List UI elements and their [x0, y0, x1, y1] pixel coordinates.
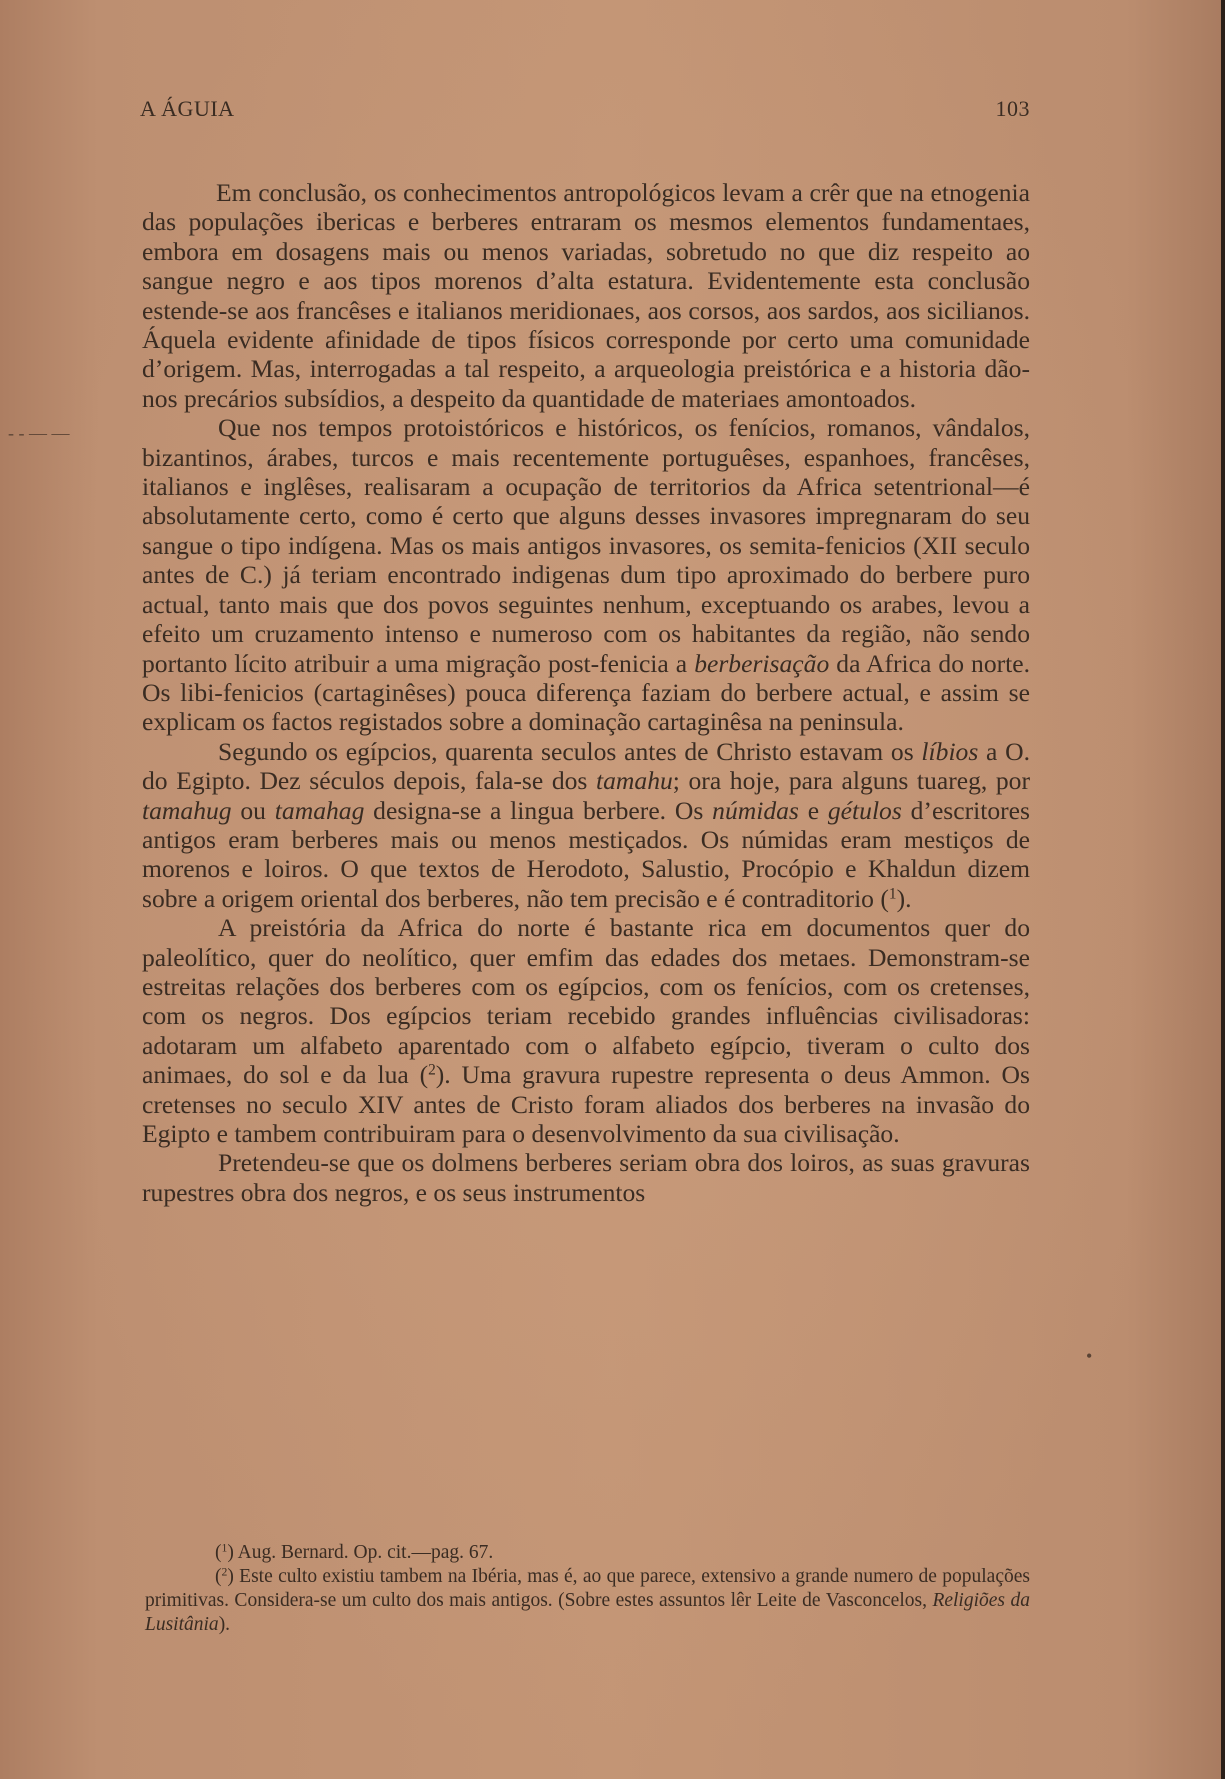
italic-term: berberisação: [694, 648, 830, 678]
body-text: [142, 178, 1030, 1207]
paragraph-4: [142, 913, 1030, 1148]
journal-title: A ÁGUIA: [140, 96, 235, 121]
footnote-text: ) Este culto existiu tambem na Ibéria, mas é, ao que parece, extensivo a grande numero de populações primitivas. Considera-se um culto dos mais antigos. (Sobre estes assuntos lêr Leite de Vasconcelos,: [145, 1566, 1030, 1611]
paragraph-1: [142, 178, 1030, 413]
footnote-ref-1: 1: [888, 885, 897, 903]
italic-term: líbios: [921, 736, 979, 766]
paragraph-text: designa-se a lingua berbere. Os: [364, 795, 713, 825]
footnotes: [145, 1541, 1030, 1637]
paragraph-text: e: [798, 795, 828, 825]
italic-term: númidas: [712, 795, 799, 825]
footnote-text: (: [215, 1566, 222, 1587]
paragraph-text: ). Uma gravura rupestre representa o deus Ammon. Os cretenses no seculo XIV antes de Cristo foram aliados dos berberes na invasão do Egipto e tambem contribuiram para o desenvolvimento da sua civilisação.: [142, 1060, 1030, 1148]
margin-dot: •: [1086, 1346, 1093, 1366]
paragraph-text: d’escritores antigos eram berberes mais ou menos mestiçados. Os númidas eram mestiços de morenos e loiros. O que textos de Herodoto, Salustio, Procópio e Khaldun dizem sobre a origem oriental dos berberes, não tem precisão e é contraditorio (: [142, 795, 1031, 913]
page-number: 103: [995, 96, 1030, 121]
paragraph-text: Em conclusão, os conhecimentos antropológicos levam a crêr que na etnogenia das populações ibericas e berberes entraram os mesmos elementos fundamentaes, embora em dosagens mais ou menos variadas, sobretudo no que diz respeito ao sangue negro e aos tipos morenos d’alta estatura. Evidentemente esta conclusão estende-se aos francêses e italianos meridionaes, aos corsos, aos sardos, aos sicilianos. Áquela evidente afinidade de tipos físicos corresponde por certo uma comunidade d’origem. Mas, interrogadas a tal respeito, a arqueologia preistórica e a historia dão-nos precários subsídios, a despeito da quantidade de materiaes amontoados.: [142, 178, 1030, 413]
footnote-1: [145, 1541, 1030, 1565]
paragraph-5: [142, 1148, 1030, 1207]
paragraph-text: ; ora hoje, para alguns tuareg, por: [672, 766, 1030, 796]
paragraph-2: [142, 413, 1030, 736]
paragraph-text: Segundo os egípcios, quarenta seculos antes de Christo estavam os: [218, 736, 922, 766]
footnote-ref-2: 2: [428, 1061, 436, 1079]
paragraph-text: Que nos tempos protoistóricos e históricos, os fenícios, romanos, vândalos, bizantinos, árabes, turcos e mais recentemente portuguêses, espanhoes, francêses, italianos e inglêses, realisaram a ocupação de territorios da Africa setentrional—é absolutamente certo, como é certo que alguns desses invasores impregnaram do seu sangue o tipo indígena. Mas os mais antigos invasores, os semita-fenicios (XII seculo antes de C.) já teriam encontrado indigenas dum tipo aproximado do berbere puro actual, tanto mais que dos povos seguintes nenhum, exceptuando os arabes, levou a efeito um cruzamento intenso e numeroso com os habitantes da região, não sendo portanto lícito atribuir a uma migração post-fenicia a: [142, 413, 1030, 678]
footnote-text: ) Aug. Bernard. Op. cit.—pag. 67.: [227, 1542, 494, 1563]
margin-mark: - - — —: [8, 423, 70, 443]
paragraph-3: [142, 737, 1030, 913]
paragraph-text: a O. do Egipto. Dez séculos depois, fala-se dos: [142, 736, 1030, 796]
page-edge-shadow: [1221, 0, 1225, 1779]
running-header: [140, 96, 1030, 128]
italic-term: tamahug: [142, 795, 232, 825]
footnote-marker: 1: [221, 1541, 228, 1555]
paragraph-text: A preistória da Africa do norte é bastante rica em documentos quer do paleolítico, quer do neolítico, quer emfim das edades dos metaes. Demonstram-se estreitas relações dos berberes com os egípcios, com os fenícios, com os cretenses, com os negros. Dos egípcios teriam recebido grandes influências civilisadoras: adotaram um alfabeto aparentado com o alfabeto egípcio, tiveram o culto dos animaes, do sol e da lua (: [142, 913, 1030, 1090]
italic-term: tamahag: [274, 795, 365, 825]
italic-title: Religiões da Lusitânia: [145, 1590, 1030, 1635]
footnote-marker: 2: [221, 1565, 228, 1579]
italic-term: gétulos: [827, 795, 902, 825]
paragraph-text: Pretendeu-se que os dolmens berberes seriam obra dos loiros, as suas gravuras rupestres obra dos negros, e os seus instrumentos: [142, 1148, 1030, 1207]
italic-term: tamahu: [596, 766, 673, 796]
footnote-2: [145, 1565, 1030, 1637]
paragraph-text: ou: [231, 795, 275, 825]
paragraph-text: da Africa do norte. Os libi-fenicios (cartaginêses) pouca diferença faziam do berbere actual, e assim se explicam os factos registados sobre a dominação cartaginêsa na peninsula.: [142, 648, 1031, 737]
paragraph-text: ).: [896, 883, 912, 913]
footnote-text: ).: [218, 1614, 231, 1635]
footnote-text: (: [215, 1542, 222, 1563]
